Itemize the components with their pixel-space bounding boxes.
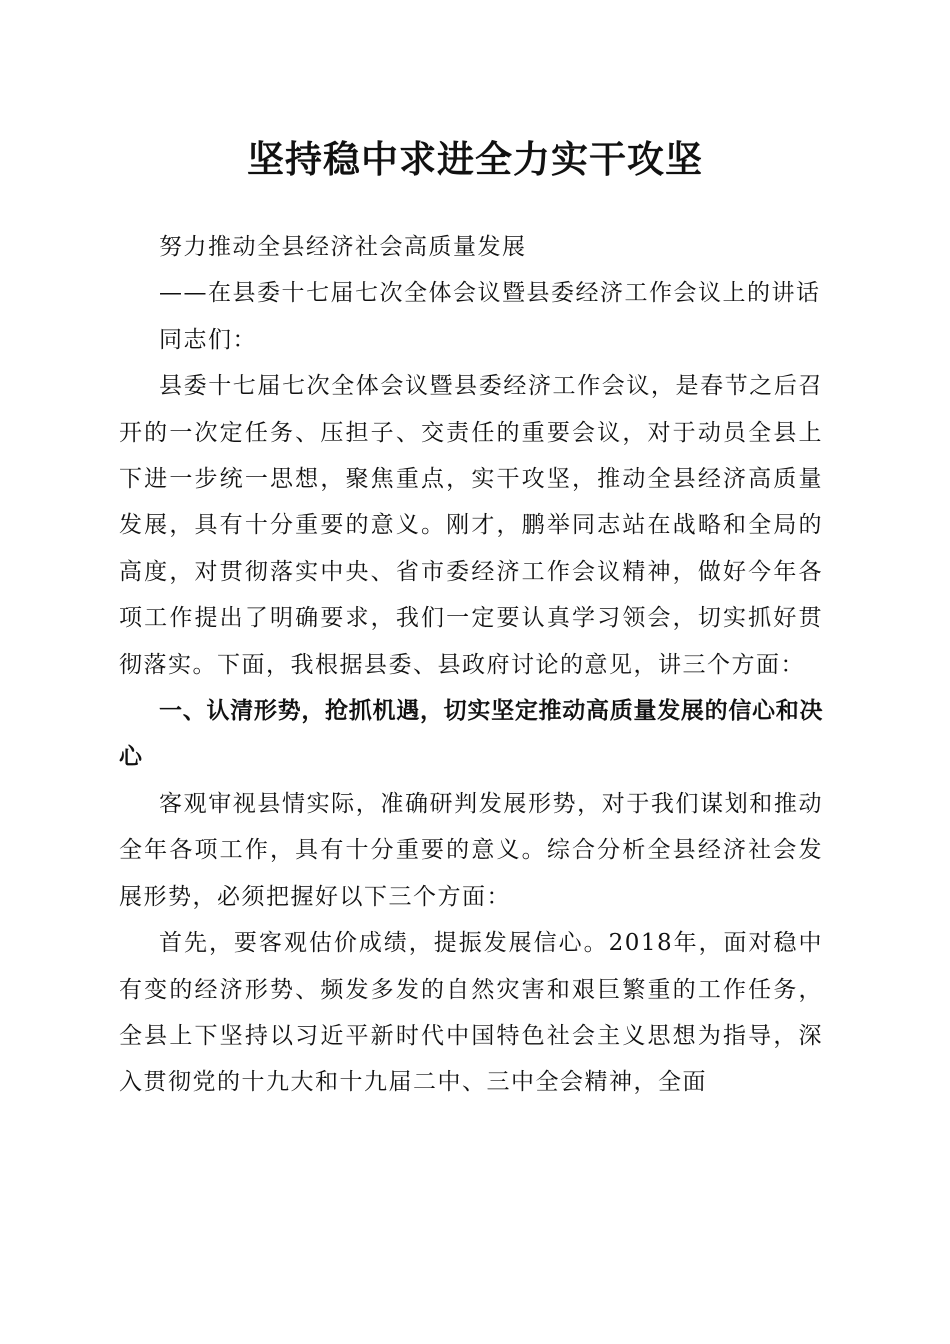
document-body xyxy=(119,224,823,1106)
salutation: 同志们： xyxy=(159,326,257,353)
paragraph: 客观审视县情实际，准确研判发展形势，对于我们谋划和推动全年各项工作，具有十分重要的意义。综合分析全县经济社会发展形势，必须把握好以下三个方面： xyxy=(119,790,823,910)
paragraph: 首先，要客观估价成绩，提振发展信心。2018年，面对稳中有变的经济形势、频发多发的自然灾害和艰巨繁重的工作任务，全县上下坚持以习近平新时代中国特色社会主义思想为指导，深入贯彻党的十九大和十九届二中、三中全会精神，全面 xyxy=(119,930,823,1096)
document-title: 坚持稳中求进全力实干攻坚 xyxy=(247,137,703,181)
occasion-line: ——在县委十七届七次全体会议暨县委经济工作会议上的讲话 xyxy=(159,280,821,307)
subtitle: 努力推动全县经济社会高质量发展 xyxy=(159,234,527,260)
section-heading: 一、认清形势，抢抓机遇，切实坚定推动高质量发展的信心和决心 xyxy=(119,698,823,771)
paragraph: 县委十七届七次全体会议暨县委经济工作会议，是春节之后召开的一次定任务、压担子、交责任的重要会议，对于动员全县上下进一步统一思想，聚焦重点，实干攻坚，推动全县经济高质量发展，具有十分重要的意义。刚才，鹏举同志站在战略和全局的高度，对贯彻落实中央、省市委经济工作会议精神，做好今年各项工作提出了明确要求，我们一定要认真学习领会，切实抓好贯彻落实。下面，我根据县委、县政府讨论的意见，讲三个方面： xyxy=(119,373,823,678)
